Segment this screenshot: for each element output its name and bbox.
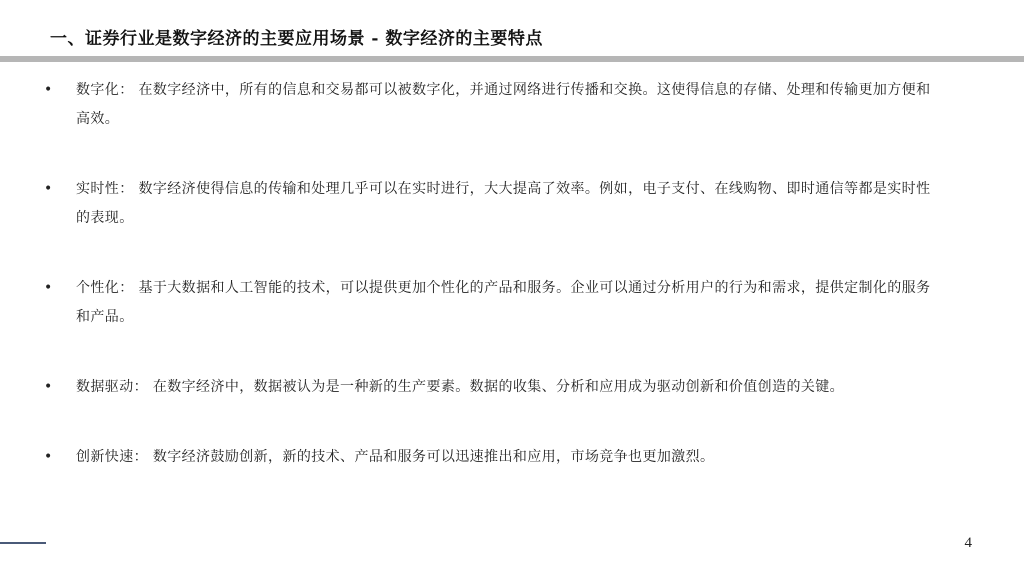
bullet-label: 创新快速： — [76, 449, 148, 465]
bullet-label: 数据驱动： — [76, 379, 148, 395]
feature-bullet-list — [44, 76, 944, 513]
bullet-label: 实时性： — [76, 181, 134, 197]
bullet-item-data-driven — [44, 373, 944, 402]
bullet-text: 基于大数据和人工智能的技术，可以提供更加个性化的产品和服务。企业可以通过分析用户的行为和需求，提供定制化的服务和产品。 — [76, 280, 931, 325]
bullet-label: 数字化： — [76, 82, 134, 98]
bullet-text: 数字经济鼓励创新，新的技术、产品和服务可以迅速推出和应用，市场竞争也更加激烈。 — [152, 449, 715, 465]
bullet-text: 在数字经济中，所有的信息和交易都可以被数字化，并通过网络进行传播和交换。这使得信息的存储、处理和传输更加方便和高效。 — [76, 82, 931, 127]
bullet-dot-icon: • — [44, 82, 53, 98]
slide-title: 一、证券行业是数字经济的主要应用场景 - 数字经济的主要特点 — [50, 29, 543, 49]
bullet-text: 在数字经济中，数据被认为是一种新的生产要素。数据的收集、分析和应用成为驱动创新和价值创造的关键。 — [152, 379, 845, 395]
bullet-item-digitization — [44, 76, 944, 134]
bullet-dot-icon: • — [44, 379, 53, 395]
bullet-dot-icon: • — [44, 280, 53, 296]
bullet-item-fast-innovation — [44, 443, 944, 472]
bullet-text: 数字经济使得信息的传输和处理几乎可以在实时进行，大大提高了效率。例如，电子支付、在线购物、即时通信等都是实时性的表现。 — [76, 181, 931, 226]
bullet-label: 个性化： — [76, 280, 134, 296]
bullet-item-real-time — [44, 175, 944, 233]
title-divider — [0, 56, 1024, 62]
bullet-item-personalization — [44, 274, 944, 332]
footer-accent-line — [0, 542, 46, 544]
page-number: 4 — [964, 535, 972, 551]
bullet-dot-icon: • — [44, 449, 53, 465]
bullet-dot-icon: • — [44, 181, 53, 197]
